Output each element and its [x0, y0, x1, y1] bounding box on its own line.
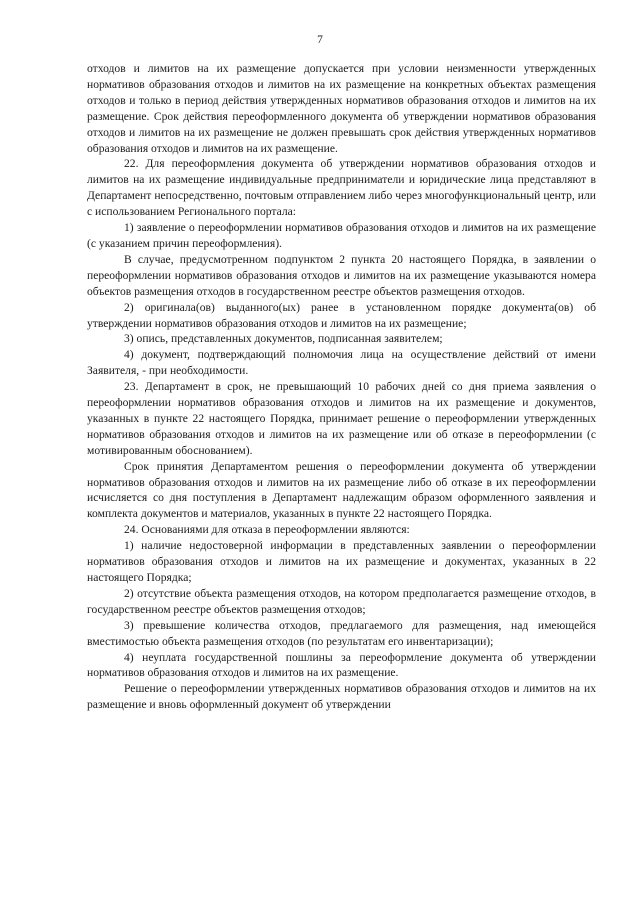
paragraph-22-subitem-1: 1) заявление о переоформлении нормативов образования отходов и лимитов на их размещение (с указанием причин переоформления).	[87, 221, 596, 250]
paragraph-24-subitem-1: 1) наличие недостоверной информации в представленных заявлении о переоформлении нормативов образования отходов и лимитов на их размещение и документах, указанных в 22 настоящего Порядка;	[87, 539, 596, 584]
page-number: 7	[317, 34, 323, 46]
paragraph-24-subitem-3: 3) превышение количества отходов, предлагаемого для размещения, над имеющейся вместимостью объекта размещения отходов (по результатам его инвентаризации);	[87, 618, 596, 648]
paragraph-22-subitem-4: 4) документ, подтверждающий полномочия лица на осуществление действий от имени Заявителя, - при необходимости.	[87, 348, 596, 378]
paragraph-item-24: 24. Основаниями для отказа в переоформлении являются:	[124, 523, 410, 537]
paragraph-22-note: В случае, предусмотренном подпунктом 2 пункта 20 настоящего Порядка, в заявлении о переоформлении нормативов образования отходов и лимитов на их размещение указываются номера объектов размещения отходов в государственном реестре объектов размещения отходов.	[87, 252, 596, 298]
document-body	[87, 61, 596, 713]
paragraph-23-term: Срок принятия Департаментом решения о переоформлении документа об утверждении нормативов образования отходов и лимитов на их размещение либо об отказе в их переоформлении исчисляется со дня поступления в Департамент надлежащим образом оформленного заявления и комплекта документов и материалов, указанных в пункте 22 настоящего Порядка.	[87, 459, 596, 521]
paragraph-22-subitem-3: 3) опись, представленных документов, подписанная заявителем;	[124, 332, 443, 346]
paragraph-item-23: 23. Департамент в срок, не превышающий 10 рабочих дней со дня приема заявления о переоформлении нормативов образования отходов и лимитов на их размещение и документов, указанных в пункте 22 настоящего Порядка, принимает решение о переоформлении утвержденных нормативов образования отходов и лимитов на их размещение или об отказе в переоформлении (с мотивированным обоснованием).	[87, 380, 596, 457]
paragraph-24-subitem-4: 4) неуплата государственной пошлины за переоформление документа об утверждении нормативов образования отходов и лимитов на их размещение.	[87, 650, 596, 680]
paragraph-decision: Решение о переоформлении утвержденных нормативов образования отходов и лимитов на их размещение и вновь оформленный документ об утверждении	[87, 682, 596, 712]
paragraph-continuation: отходов и лимитов на их размещение допускается при условии неизменности утвержденных нормативов образования отходов и лимитов на их размещение на конкретных объектах размещения отходов и только в период действия утвержденных нормативов образования отходов и лимитов на их размещение. Срок действия переоформленного документа об утверждении нормативов образования отходов и лимитов на их размещение не должен превышать срок действия утвержденных нормативов образования отходов и лимитов на их размещение.	[87, 62, 596, 155]
paragraph-24-subitem-2: 2) отсутствие объекта размещения отходов, на котором предполагается размещение отходов, в государственном реестре объектов размещения отходов;	[87, 586, 596, 616]
paragraph-22-subitem-2: 2) оригинала(ов) выданного(ых) ранее в установленном порядке документа(ов) об утверждении нормативов образования отходов и лимитов на их размещение;	[87, 300, 596, 330]
paragraph-item-22: 22. Для переоформления документа об утверждении нормативов образования отходов и лимитов на их размещение индивидуальные предприниматели и юридические лица представляют в Департамент непосредственно, почтовым отправлением либо через многофункциональный центр, или с использованием Регионального портала:	[87, 157, 596, 219]
